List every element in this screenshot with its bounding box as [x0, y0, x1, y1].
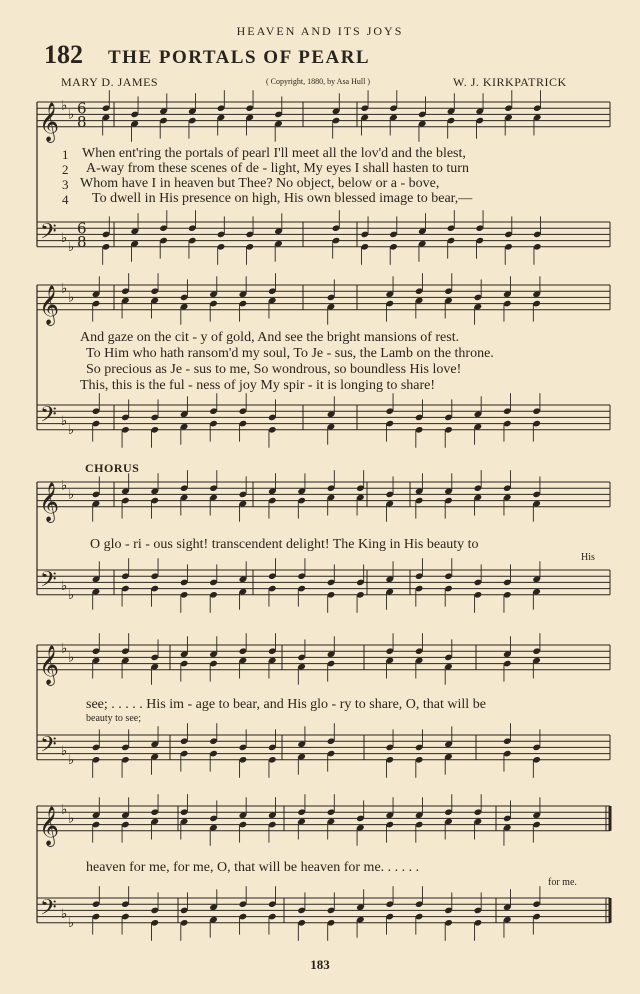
verse-line: And gaze on the cit - y of gold, And see the bright mansions of rest.: [80, 330, 460, 345]
verse-line: This, this is the ful - ness of joy My spir - it is longing to share!: [80, 378, 436, 393]
verse-line: To dwell in His presence on high, His own blessed image to bear,—: [92, 191, 473, 206]
flat-sign: ♭: [68, 753, 75, 769]
flat-sign: ♭: [61, 281, 68, 297]
chorus-label: CHORUS: [85, 461, 140, 475]
flat-sign: ♭: [68, 588, 75, 604]
bass-clef: 𝄢: [40, 567, 57, 598]
flat-sign: ♭: [61, 743, 68, 759]
hymn-number: 182: [44, 40, 83, 69]
verse-line: To Him who hath ransom'd my soul, To Je - sus, the Lamb on the throne.: [86, 346, 494, 361]
flat-sign: ♭: [68, 107, 75, 123]
chorus-line: see; . . . . . His im - age to bear, and His glo - ry to share, O, that will be: [86, 697, 486, 712]
treble-clef: 𝄞: [39, 805, 60, 846]
flat-sign: ♭: [68, 811, 75, 827]
chorus-bass-lyric: His: [581, 552, 595, 563]
time-signature: 8: [77, 112, 87, 131]
chorus-bass-lyric: beauty to see;: [86, 713, 141, 724]
flat-sign: ♭: [68, 487, 75, 503]
verse-line: Whom have I in heaven but Thee? No object, below or a - bove,: [80, 176, 440, 191]
verse-line: When ent'ring the portals of pearl I'll meet all the lov'd and the blest,: [82, 146, 466, 161]
treble-clef: 𝄞: [39, 101, 60, 142]
flat-sign: ♭: [68, 290, 75, 306]
verse-line: A-way from these scenes of de - light, My eyes I shall hasten to turn: [86, 161, 469, 176]
flat-sign: ♭: [61, 478, 68, 494]
flat-sign: ♭: [61, 641, 68, 657]
hymn-title: THE PORTALS OF PEARL: [108, 47, 371, 68]
verse-number: 4: [62, 192, 69, 207]
page-number: 183: [310, 957, 330, 972]
flat-sign: ♭: [61, 578, 68, 594]
bass-clef: 𝄢: [40, 402, 57, 433]
chorus-line: O glo - ri - ous sight! transcendent delight! The King in His beauty to: [90, 537, 479, 552]
flat-sign: ♭: [61, 802, 68, 818]
treble-clef: 𝄞: [39, 284, 60, 325]
chorus-bass-lyric: for me.: [548, 877, 577, 888]
flat-sign: ♭: [68, 916, 75, 932]
flat-sign: ♭: [61, 906, 68, 922]
treble-clef: 𝄞: [39, 481, 60, 522]
time-signature: 8: [77, 232, 87, 251]
bass-clef: 𝄢: [40, 895, 57, 926]
flat-sign: ♭: [61, 413, 68, 429]
flat-sign: ♭: [68, 240, 75, 256]
bass-clef: 𝄢: [40, 732, 57, 763]
chorus-line: heaven for me, for me, O, that will be heaven for me. . . . . .: [86, 860, 420, 875]
composer: W. J. KIRKPATRICK: [453, 75, 567, 89]
verse-number: 3: [62, 177, 69, 192]
verse-line: So precious as Je - sus to me, So wondrous, so boundless His love!: [86, 362, 462, 377]
section-header: HEAVEN AND ITS JOYS: [236, 24, 404, 38]
bass-clef: 𝄢: [40, 219, 57, 250]
flat-sign: ♭: [68, 650, 75, 666]
time-signature: 6: [77, 99, 87, 118]
time-signature: 6: [77, 219, 87, 238]
flat-sign: ♭: [61, 98, 68, 114]
author: MARY D. JAMES: [61, 75, 159, 89]
copyright: ( Copyright, 1880, by Asa Hull ): [266, 77, 370, 86]
verse-number: 1: [62, 147, 69, 162]
treble-clef: 𝄞: [39, 644, 60, 685]
flat-sign: ♭: [61, 230, 68, 246]
flat-sign: ♭: [68, 423, 75, 439]
verse-number: 2: [62, 162, 69, 177]
